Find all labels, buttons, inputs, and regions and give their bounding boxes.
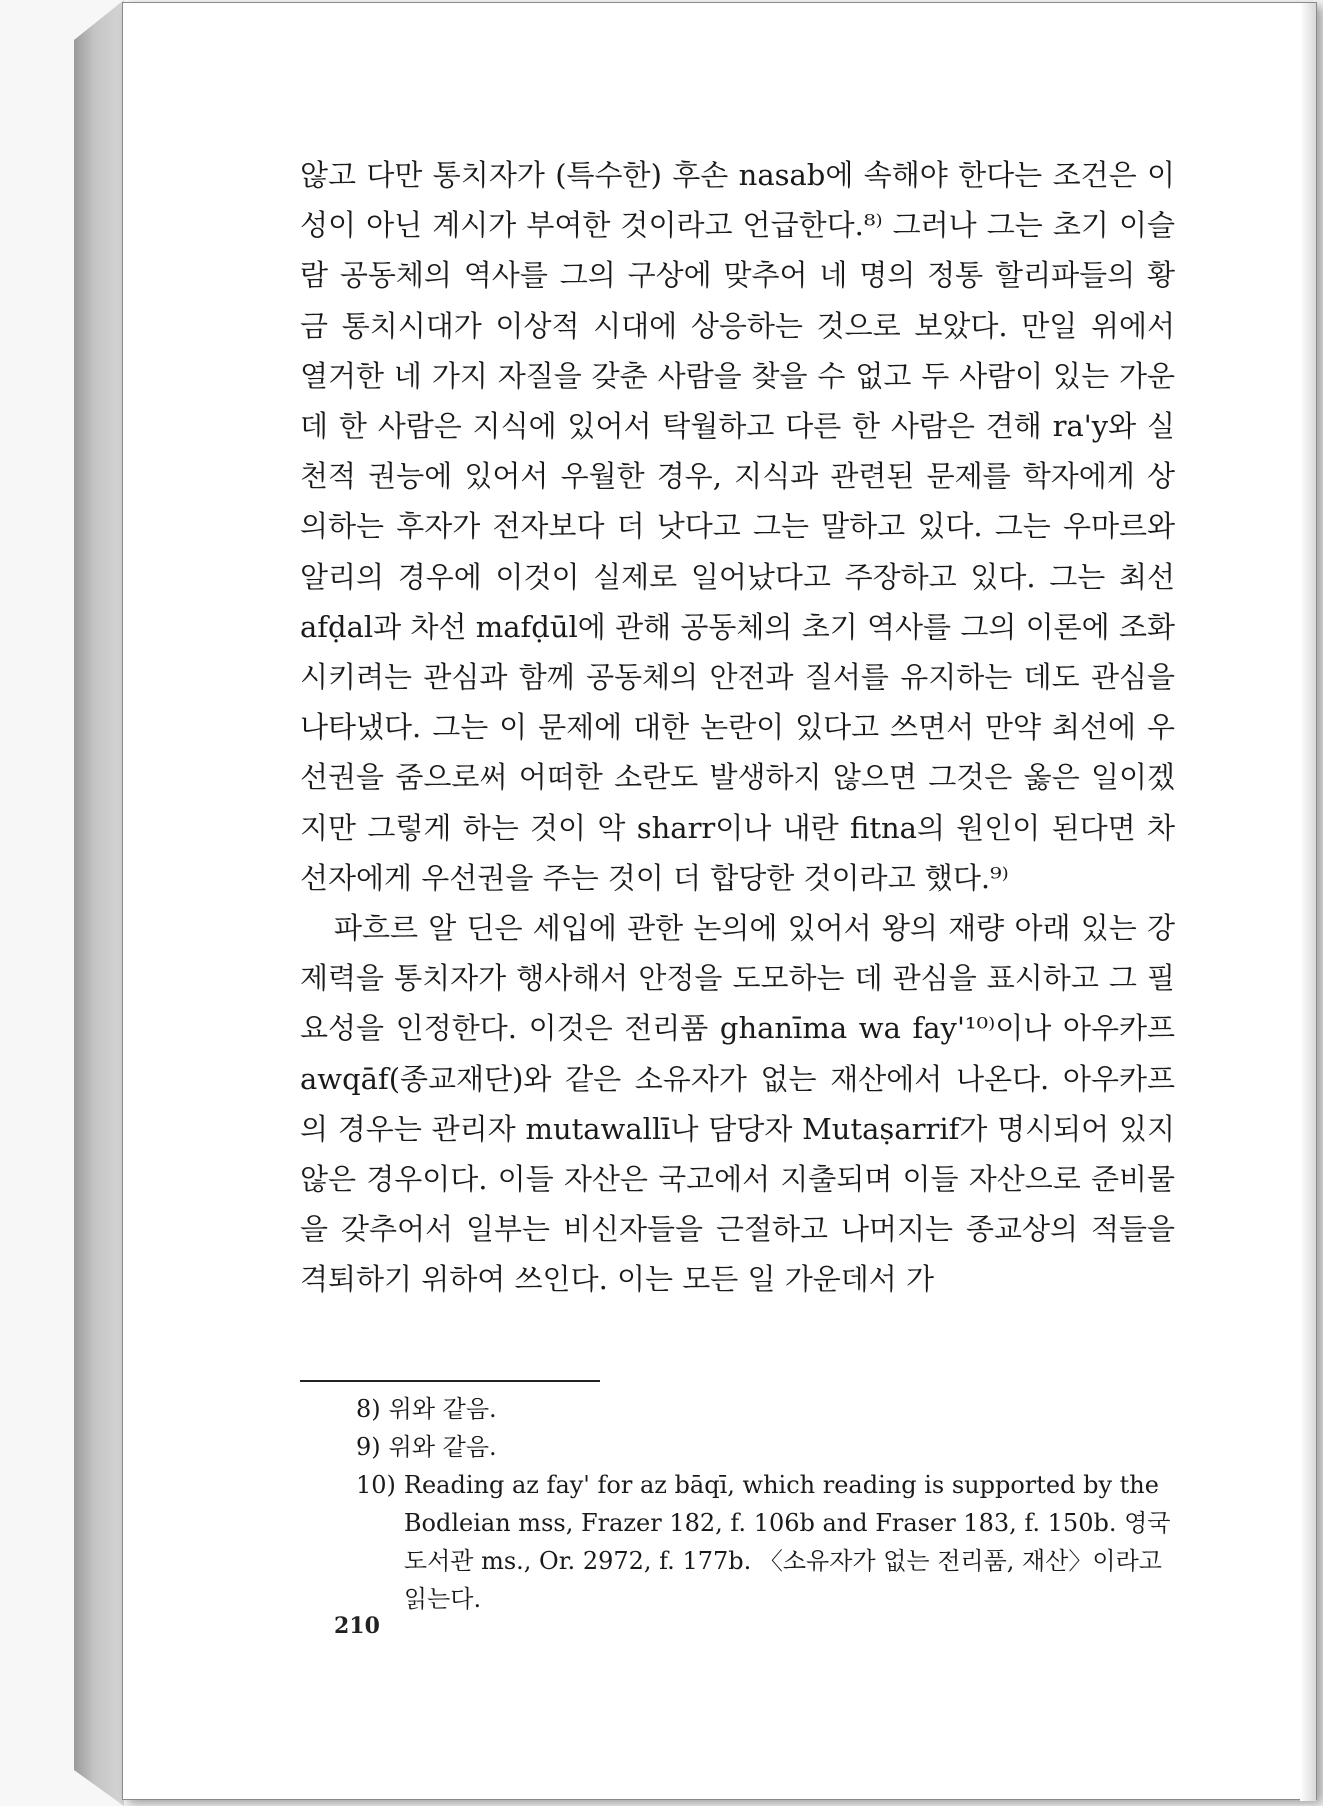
- footnote-number: 10): [356, 1471, 396, 1499]
- paragraph-1: 않고 다만 통치자가 (특수한) 후손 nasab에 속해야 한다는 조건은 이성이 아닌 계시가 부여한 것이라고 언급한다.⁸⁾ 그러나 그는 초기 이슬람 공동체의 역사를 그의 구상에 맞추어 네 명의 정통 할리파들의 황금 통치시대가 이상적 시대에 상응하는 것으로 보았다. 만일 위에서 열거한 네 가지 자질을 갖춘 사람을 찾을 수 없고 두 사람이 있는 가운데 한 사람은 지식에 있어서 탁월하고 다른 한 사람은 견해 ra'y와 실천적 권능에 있어서 우월한 경우, 지식과 관련된 문제를 학자에게 상의하는 후자가 전자보다 더 낫다고 그는 말하고 있다. 그는 우마르와 알리의 경우에 이것이 실제로 일어났다고 주장하고 있다. 그는 최선 afḍal과 차선 mafḍūl에 관해 공동체의 초기 역사를 그의 이론에 조화시키려는 관심과 함께 공동체의 안전과 질서를 유지하는 데도 관심을 나타냈다. 그는 이 문제에 대한 논란이 있다고 쓰면서 만약 최선에 우선권을 줌으로써 어떠한 소란도 발생하지 않으면 그것은 옳은 일이겠지만 그렇게 하는 것이 악 sharr이나 내란 fitna의 원인이 된다면 차선자에게 우선권을 주는 것이 더 합당한 것이라고 했다.⁹⁾: [300, 158, 1175, 895]
- footnote-9: [356, 1428, 1176, 1466]
- footnote-rule: [300, 1380, 600, 1382]
- footnote-number: 8): [356, 1395, 381, 1423]
- book-spine: [74, 0, 124, 1806]
- page-number: 210: [334, 1613, 380, 1639]
- footnote-8: [356, 1390, 1176, 1428]
- footnote-text: 위와 같음.: [388, 1395, 497, 1423]
- footnotes: [356, 1390, 1176, 1618]
- footnote-text: Reading az fay' for az bāqī, which reading is supported by the Bodleian mss, Frazer 182, f. 106b and Fraser 183, f. 150b. 영국 도서관 ms., Or. 2972, f. 177b. 〈소유자가 없는 전리품, 재산〉이라고 읽는다.: [403, 1471, 1171, 1613]
- body-text: [300, 150, 1175, 1305]
- paragraph-2: 파흐르 알 딘은 세입에 관한 논의에 있어서 왕의 재량 아래 있는 강제력을 통치자가 행사해서 안정을 도모하는 데 관심을 표시하고 그 필요성을 인정한다. 이것은 전리품 ghanīma wa fay'¹⁰⁾이나 아우카프 awqāf(종교재단)와 같은 소유자가 없는 재산에서 나온다. 아우카프의 경우는 관리자 mutawallī나 담당자 Mutaṣarrif가 명시되어 있지 않은 경우이다. 이들 자산은 국고에서 지출되며 이들 자산으로 준비물을 갖추어서 일부는 비신자들을 근절하고 나머지는 종교상의 적들을 격퇴하기 위하여 쓰인다. 이는 모든 일 가운데서 가: [300, 911, 1175, 1297]
- footnote-text: 위와 같음.: [388, 1433, 497, 1461]
- footnote-number: 9): [356, 1433, 381, 1461]
- page-edge: [1300, 3, 1316, 1801]
- footnote-10: [356, 1466, 1176, 1618]
